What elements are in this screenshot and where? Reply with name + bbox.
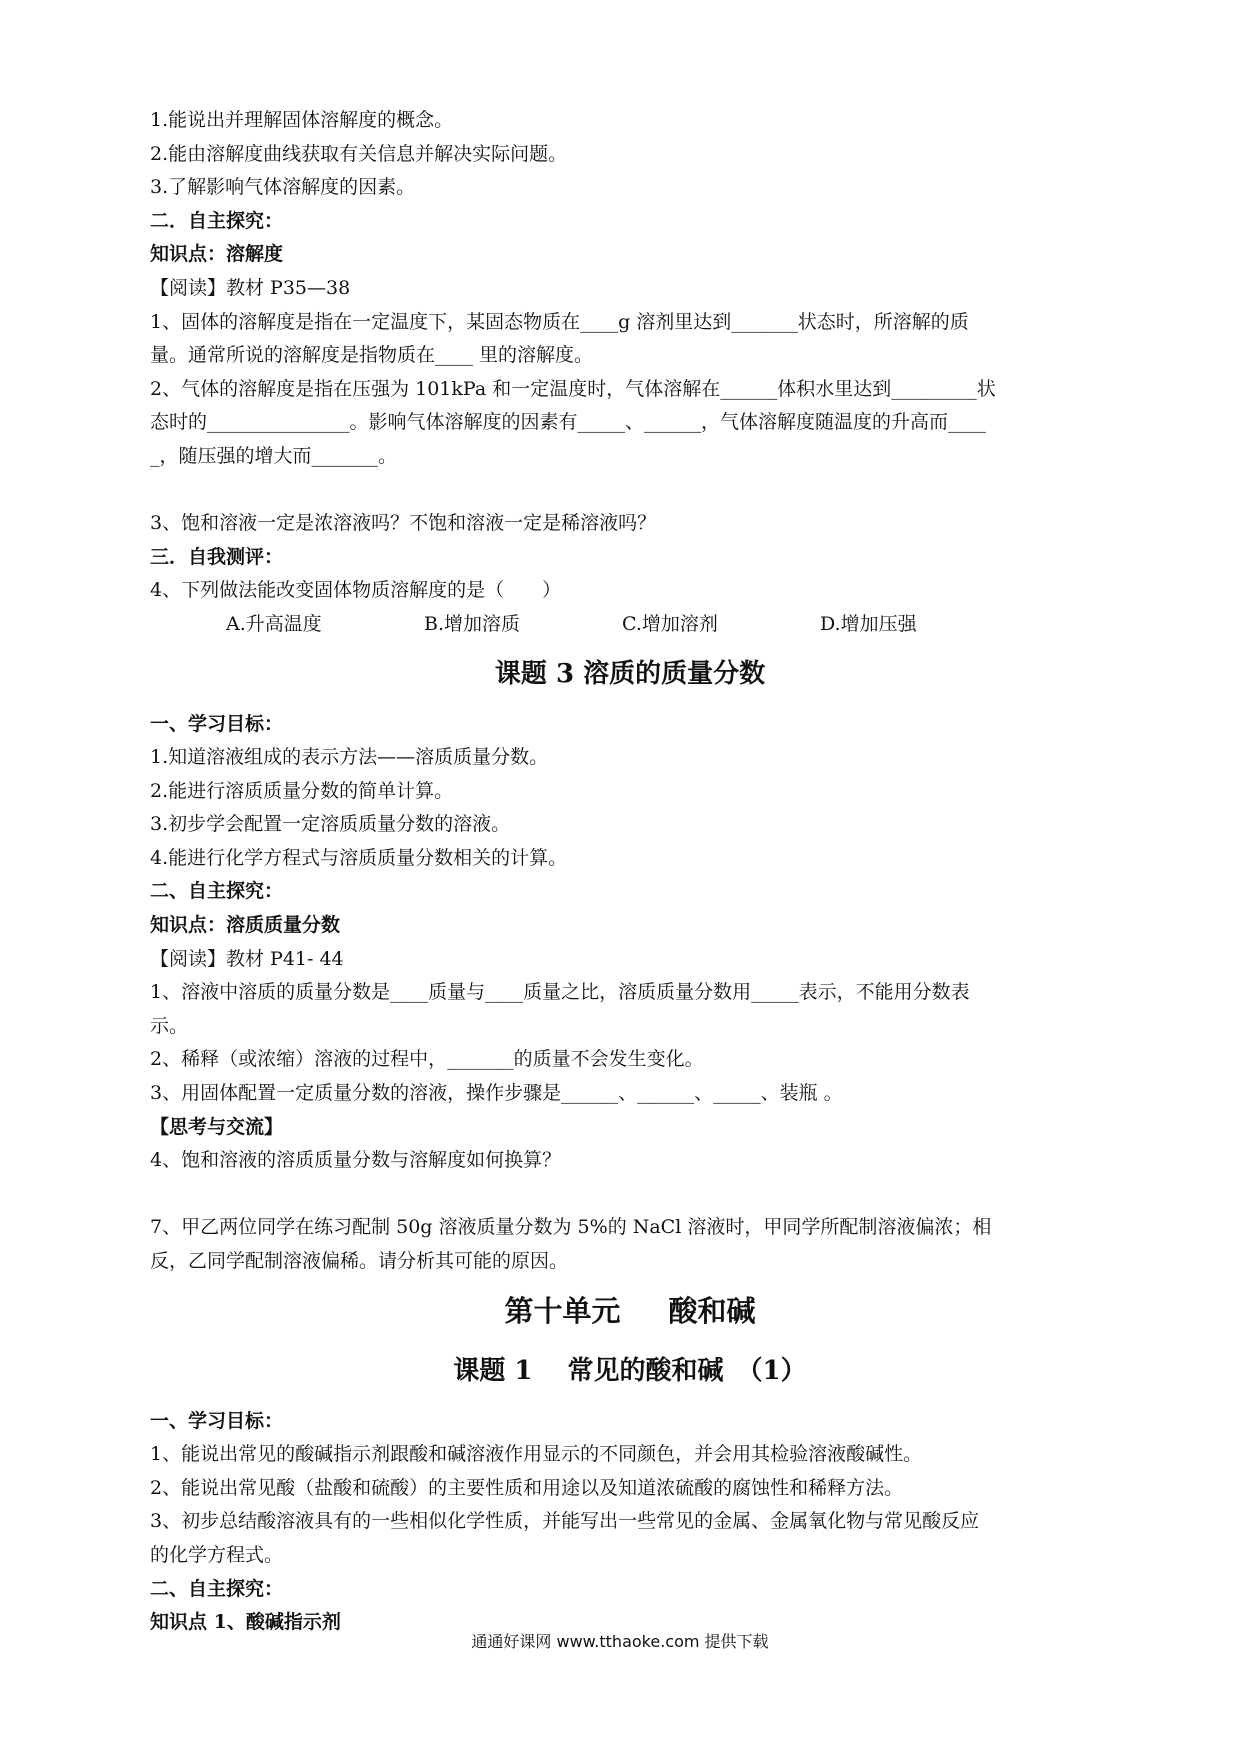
page-footer: 通通好课网 www.tthaoke.com 提供下载 <box>471 1632 769 1651</box>
section-heading: 二、自主探究： <box>150 880 284 903</box>
lesson-title: 课题 1 常见的酸和碱 （1） <box>453 1355 807 1386</box>
section-heading: 一、学习目标： <box>150 1409 284 1432</box>
document-page <box>150 104 1110 1640</box>
goal-line: 1、能说出常见的酸碱指示剂跟酸和碱溶液作用显示的不同颜色，并会用其检验溶液酸碱性。 <box>150 1443 923 1466</box>
question-line: 量。通常所说的溶解度是指物质在____ 里的溶解度。 <box>150 344 594 367</box>
lesson-title: 课题 3 溶质的质量分数 <box>494 658 766 689</box>
option-a: A.升高温度 <box>226 612 322 635</box>
question-line: 2、稀释（或浓缩）溶液的过程中，_______的质量不会发生变化。 <box>150 1048 704 1071</box>
reading-ref: 【阅读】教材 P41- 44 <box>150 947 344 970</box>
reading-ref: 【阅读】教材 P35—38 <box>150 276 351 299</box>
question-line: _，随压强的增大而_______。 <box>150 444 398 467</box>
goal-line: 2.能进行溶质质量分数的简单计算。 <box>150 779 454 802</box>
goal-line: 3、初步总结酸溶液具有的一些相似化学性质，并能写出一些常见的金属、金属氧化物与常见酸反应 <box>150 1510 980 1533</box>
goal-line: 3.初步学会配置一定溶质质量分数的溶液。 <box>150 813 511 836</box>
question-line: 4、饱和溶液的溶质质量分数与溶解度如何换算？ <box>150 1149 562 1172</box>
question-line: 1、溶液中溶质的质量分数是____质量与____质量之比，溶质质量分数用_____表示，不能用分数表 <box>150 981 970 1004</box>
unit-title <box>150 1283 1110 1339</box>
question-line: 4、下列做法能改变固体物质溶解度的是（ ） <box>150 579 562 602</box>
question-line: 反，乙同学配制溶液偏稀。请分析其可能的原因。 <box>150 1250 569 1272</box>
option-c: C.增加溶剂 <box>622 612 718 635</box>
question-line: 示。 <box>150 1014 189 1037</box>
goal-line: 的化学方程式。 <box>150 1543 284 1566</box>
question-line: 3、用固体配置一定质量分数的溶液，操作步骤是______、______、_____、装瓶 。 <box>150 1082 843 1105</box>
option-d: D.增加压强 <box>820 612 917 635</box>
question-line: 态时的_______________。影响气体溶解度的因素有_____、______，气体溶解度随温度的升高而____ <box>150 411 987 434</box>
section-heading: 三．自我测评： <box>150 545 284 568</box>
spacer <box>150 1178 1110 1212</box>
question-line: 1、固体的溶解度是指在一定温度下，某固态物质在____g 溶剂里达到_______状态时，所溶解的质 <box>150 310 969 333</box>
goal-line: 4.能进行化学方程式与溶质质量分数相关的计算。 <box>150 846 568 869</box>
spacer <box>150 474 1110 508</box>
goal-line: 1.知道溶液组成的表示方法——溶质质量分数。 <box>150 746 549 769</box>
section-heading: 二、自主探究： <box>150 1577 284 1600</box>
goal-line: 1.能说出并理解固体溶解度的概念。 <box>150 109 454 131</box>
question-line: 2、气体的溶解度是指在压强为 101kPa 和一定温度时，气体溶解在______体积水里达到_________状 <box>150 377 996 400</box>
section-heading: 二．自主探究： <box>150 209 284 232</box>
goal-line: 2.能由溶解度曲线获取有关信息并解决实际问题。 <box>150 142 568 165</box>
think-heading: 【思考与交流】 <box>150 1115 284 1138</box>
knowledge-point: 知识点：溶质质量分数 <box>150 914 341 937</box>
unit-number: 第十单元 <box>504 1293 621 1328</box>
question-line: 7、甲乙两位同学在练习配制 50g 溶液质量分数为 5%的 NaCl 溶液时，甲同学所配制溶液偏浓；相 <box>150 1216 992 1239</box>
knowledge-point: 知识点：溶解度 <box>150 243 284 266</box>
goal-line: 3.了解影响气体溶解度的因素。 <box>150 176 416 199</box>
section-heading: 一、学习目标： <box>150 712 284 735</box>
option-b: B.增加溶质 <box>424 612 521 635</box>
goal-line: 2、能说出常见酸（盐酸和硫酸）的主要性质和用途以及知道浓硫酸的腐蚀性和稀释方法。 <box>150 1476 904 1499</box>
question-line: 3、饱和溶液一定是浓溶液吗？不饱和溶液一定是稀溶液吗？ <box>150 512 657 535</box>
answer-options <box>150 608 1110 642</box>
unit-name: 酸和碱 <box>668 1293 756 1328</box>
knowledge-point: 知识点 1、酸碱指示剂 <box>150 1611 341 1634</box>
